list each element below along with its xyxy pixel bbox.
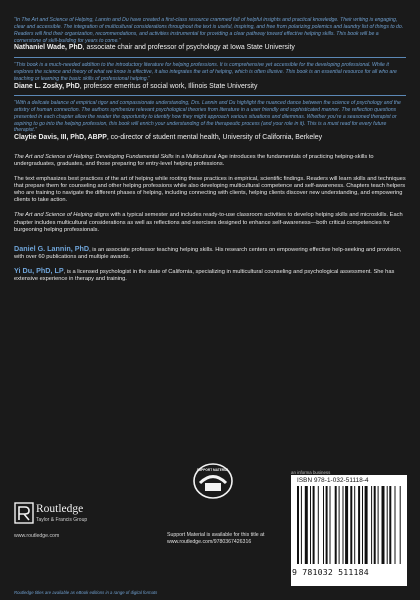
support-url[interactable]: www.routledge.com/9780367426316 bbox=[167, 539, 252, 545]
endorser-affiliation-1: , associate chair and professor of psychology at Iowa State University bbox=[82, 44, 295, 52]
endorsement-quote-1: “In The Art and Science of Helping, Lannin and Du have created a first-class resource crammed full of helpful insights and practical knowledge. Their writing is engaging, clear and accessible. The integration of multicultural considerations throughout the text is useful, inspiring, and free from polarizing polemics and laundry list of things to do. Readers will find their organization, recommendations, and activities instrumental for providing a clear pathway toward effective helping skills. This book will be a cornerstone of skill-building for years to come.” bbox=[14, 17, 404, 44]
description-paragraph-1 bbox=[14, 154, 406, 168]
support-line-1: Support Material is available for this title at bbox=[167, 532, 265, 538]
ebook-note: Routledge titles are available as eBook editions in a range of digital formats bbox=[14, 590, 158, 595]
book-title-inline-2: The Art and Science of Helping bbox=[14, 212, 93, 219]
author-text-1: , is an associate professor teaching helping skills. His research centers on empowering effective help-seeking and provision, with over 60 publications and multiple awards. bbox=[14, 246, 402, 260]
barcode-box bbox=[291, 475, 407, 586]
endorsement-attribution-3 bbox=[14, 134, 406, 143]
informa-tagline: an informa business bbox=[291, 470, 331, 475]
endorsement-attribution-1 bbox=[14, 44, 406, 53]
publisher-url: www.routledge.com bbox=[14, 533, 60, 539]
description-text-3: aligns with a typical semester and includes ready-to-use classroom activities to develop helping skills and microskills. Each chapter includes multicultural considerations as well as reflections and exercises designed to enhance self-awareness—both critical competencies for burgeoning helping professionals. bbox=[14, 212, 403, 233]
support-text bbox=[167, 532, 264, 546]
author-text-2: , is a licensed psychologist in the state of California, specializing in multicultural counseling and psychological assessment. She has extensive experience in therapy and training. bbox=[14, 268, 395, 283]
routledge-logo-icon bbox=[14, 502, 34, 524]
divider-1 bbox=[14, 57, 406, 58]
endorser-name-3: Claytie Davis, III, PhD, ABPP bbox=[14, 134, 107, 142]
publisher-name: Routledge bbox=[36, 503, 84, 515]
cover-text bbox=[14, 17, 406, 289]
endorsement-quote-3: “With a delicate balance of empirical rigor and compassionate understanding, Drs. Lannin and Du highlight the nuanced dance between the science of psychology and the artistry of human connection. The authors synthesize relevant psychological theories from literature in a user friendly and sophisticated manner. The reflection questions presented in each chapter allow the reader the opportunity to identify how they might approach various situations and dilemmas. Whether you’re a seasoned therapist or aspiring to go into the helping profession, this book will enrich your understanding of the therapeutic process (and your role in it). This is a must read for every future therapist.” bbox=[14, 100, 401, 134]
barcode-icon bbox=[297, 486, 401, 566]
endorsement-quote-2: “This book is a much-needed addition to the introductory literature for helping professions. It is comprehensive yet accessible for the developing professional. While it explores the science and theory of what we know is effective, it also integrates the art of helping, which is often illusive. This book is an essential resource for all who are teaching or learning the basic skills of professional helping.” bbox=[14, 61, 397, 82]
barcode-digits: 9 781032 511184 bbox=[292, 567, 369, 577]
isbn-text: ISBN 978-1-032-51118-4 bbox=[297, 477, 369, 484]
author-name-1: Daniel G. Lannin, PhD bbox=[14, 243, 90, 253]
description-paragraph-2: The text emphasizes best practices of the art of helping while rooting these practices in empirical, scientific findings. Readers will learn skills and techniques that prepare them for counseling and other helping professions while also developing multicultural competence and self-awareness. Chapters teach helpers who are training to navigate the different phases of helping, including connecting with clients, helping clients discover new understanding, and empowering clients to take action. bbox=[14, 176, 406, 204]
support-badge-label: SUPPORT MATERIAL bbox=[196, 468, 230, 472]
endorsement-attribution-2 bbox=[14, 83, 406, 92]
divider-2 bbox=[14, 95, 406, 96]
description-text-1: in a Multicultural Age introduces the fundamentals of practicing helping-skills to undergraduates, graduates, and those preparing for entry-level helping professions. bbox=[14, 153, 374, 167]
author-bio-2 bbox=[14, 267, 406, 283]
endorser-name-1: Nathaniel Wade, PhD bbox=[14, 44, 83, 52]
author-name-2: Yi Du, PhD, LP bbox=[14, 265, 64, 275]
description-paragraph-3 bbox=[14, 212, 406, 233]
endorser-affiliation-3: , co-director of student mental health, University of California, Berkeley bbox=[106, 134, 323, 142]
endorser-name-2: Diane L. Zosky, PhD bbox=[14, 82, 80, 90]
support-material-badge-icon bbox=[191, 462, 235, 500]
endorser-affiliation-2: , professor emeritus of social work, Illinois State University bbox=[79, 82, 258, 90]
author-bio-1 bbox=[14, 245, 406, 261]
publisher-group: Taylor & Francis Group bbox=[36, 517, 88, 523]
book-title-inline-1: The Art and Science of Helping: Developing Fundamental Skills bbox=[14, 153, 174, 160]
